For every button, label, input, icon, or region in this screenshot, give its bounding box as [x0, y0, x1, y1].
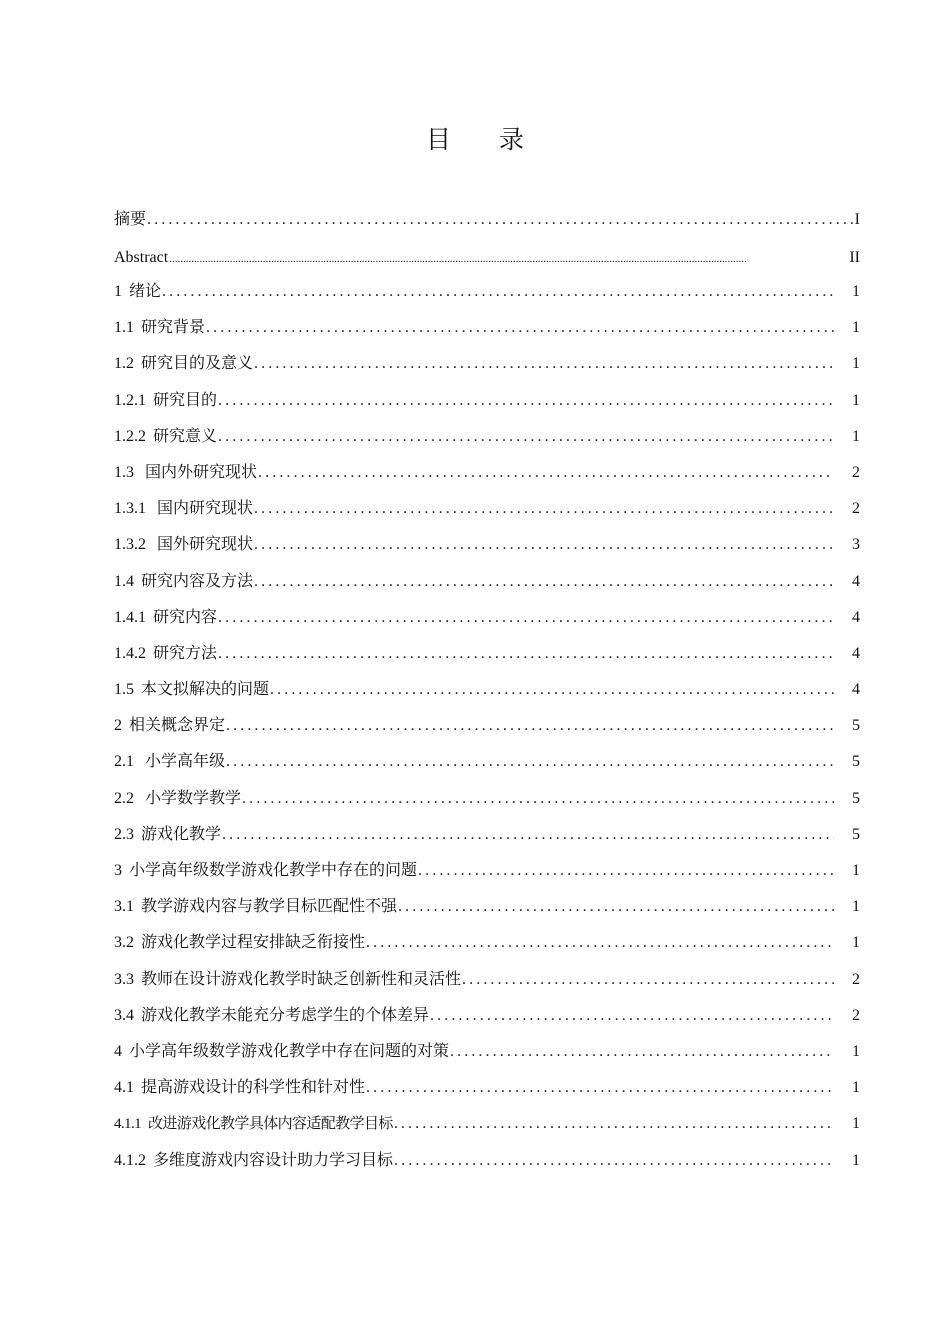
toc-entry-text: 相关概念界定: [129, 717, 226, 735]
toc-entry-number: 1.3.2: [114, 536, 146, 554]
toc-entry[interactable]: [114, 282, 860, 318]
toc-entry[interactable]: [114, 1114, 860, 1150]
toc-page-number: 1: [852, 391, 860, 409]
toc-page-number: 2: [852, 463, 860, 481]
toc-entry-label: [114, 644, 217, 664]
toc-entry-text: 绪论: [129, 283, 162, 300]
toc-entry-text: 提高游戏设计的科学性和针对性: [141, 1079, 366, 1097]
toc-entry-number: 3.4: [114, 1006, 134, 1024]
toc-entry-number: 2.1: [114, 753, 134, 771]
toc-page-number: 1: [852, 1079, 860, 1097]
toc-page-number: I: [854, 211, 860, 228]
toc-entry-number: 1.2: [114, 355, 134, 373]
toc-entry-text: 小学高年级数学游戏化教学中存在的问题: [129, 862, 418, 879]
toc-entry-number: 4.1.1: [114, 1116, 142, 1133]
toc-entry-number: 2.2: [114, 789, 134, 807]
toc-page-number: 1: [852, 934, 860, 952]
toc-entry-text: 研究内容: [153, 608, 218, 626]
toc-dot-leader: [366, 1078, 834, 1098]
toc-entry[interactable]: [114, 572, 860, 608]
toc-dot-leader: [398, 897, 834, 917]
toc-entry-text: 国内研究现状: [153, 500, 254, 518]
toc-entry-label: [114, 499, 253, 519]
toc-page-number: 5: [852, 789, 860, 807]
toc-dot-leader: [394, 1151, 834, 1171]
toc-entry-label: [114, 680, 269, 700]
toc-page-number: 1: [852, 283, 860, 300]
toc-entry-label: [114, 716, 225, 736]
toc-entry-label: [114, 1006, 429, 1026]
toc-entry-text: 游戏化教学: [141, 825, 222, 843]
toc-entry-label: [114, 1078, 365, 1098]
toc-entry-text: 教师在设计游戏化教学时缺乏创新性和灵活性: [141, 970, 462, 988]
toc-page-number: 3: [852, 536, 860, 554]
toc-page-number: 1: [852, 355, 860, 373]
toc-dot-leader: [218, 644, 834, 664]
toc-entry-number: 4.1: [114, 1079, 134, 1097]
toc-entry-label: [114, 861, 417, 881]
toc-entry-label: [114, 248, 168, 268]
toc-dot-leader: [206, 318, 834, 338]
toc-entry[interactable]: [114, 680, 860, 716]
toc-entry[interactable]: [114, 608, 860, 644]
toc-entry[interactable]: [114, 427, 860, 463]
toc-entry-text: 多维度游戏内容设计助力学习目标: [153, 1151, 394, 1169]
toc-entry[interactable]: [114, 1151, 860, 1187]
toc-entry-number: 1.3: [114, 463, 134, 481]
toc-entry-abstract-cn[interactable]: [114, 210, 860, 248]
toc-page-number: 1: [852, 1042, 860, 1060]
toc-entry-label: [114, 608, 217, 628]
toc-entry-number: 1.4.1: [114, 608, 146, 626]
toc-entry-number: 1.3.1: [114, 500, 146, 518]
toc-entry-text: Abstract: [114, 249, 169, 266]
toc-entry-number: 1.2.1: [114, 391, 146, 409]
toc-entry[interactable]: [114, 933, 860, 969]
toc-page-number: II: [849, 249, 860, 266]
toc-dot-leader: [162, 282, 834, 302]
toc-dot-leader: [394, 1114, 834, 1134]
toc-entry-text: 研究目的及意义: [141, 355, 254, 373]
toc-entry[interactable]: [114, 752, 860, 788]
toc-entry-number: 3.1: [114, 898, 134, 916]
toc-entry-label: [114, 1114, 393, 1134]
toc-entry-text: 游戏化教学过程安排缺乏衔接性: [141, 934, 366, 952]
toc-entry-text: 国内外研究现状: [141, 463, 258, 481]
toc-entry-text: 小学高年级: [141, 753, 226, 771]
toc-entry-text: 研究目的: [153, 391, 218, 409]
toc-entry-label: [114, 1042, 449, 1062]
toc-entry-text: 研究方法: [153, 644, 218, 662]
toc-entry-text: 国外研究现状: [153, 536, 254, 554]
toc-page-number: 1: [852, 427, 860, 445]
toc-entry-number: 1.4: [114, 572, 134, 590]
toc-entry-number: 1.1: [114, 319, 134, 337]
toc-page-number: 2: [852, 500, 860, 518]
toc-entry-text: 研究内容及方法: [141, 572, 254, 590]
toc-entry-number: 3: [114, 862, 122, 879]
toc-entry-number: 2.3: [114, 825, 134, 843]
toc-dot-leader: [270, 680, 834, 700]
toc-entry-label: [114, 282, 161, 302]
toc-page-number: 1: [852, 1151, 860, 1169]
toc-page-number: 4: [852, 572, 860, 590]
toc-entry-label: [114, 391, 217, 411]
toc-page-number: 5: [852, 717, 860, 735]
toc-entry-text: 本文拟解决的问题: [141, 681, 270, 699]
toc-dot-leader: [258, 463, 834, 483]
toc-entry[interactable]: [114, 1078, 860, 1114]
toc-entry-text: 教学游戏内容与教学目标匹配性不强: [141, 898, 398, 916]
toc-page-number: 1: [852, 862, 860, 879]
toc-entry-text: 摘要: [114, 211, 147, 228]
toc-page-number: 5: [852, 825, 860, 843]
toc-entry[interactable]: [114, 463, 860, 499]
toc-entry-label: [114, 825, 221, 845]
toc-entry-text: 研究背景: [141, 319, 206, 337]
toc-entry-abstract-en[interactable]: [114, 248, 860, 282]
toc-entry-label: [114, 210, 146, 230]
toc-dot-leader: [226, 752, 834, 772]
toc-dot-leader: [218, 608, 834, 628]
toc-entry-label: [114, 789, 241, 809]
toc-entry-text: 改进游戏化教学具体内容适配教学目标: [148, 1116, 393, 1133]
toc-page-number: 1: [852, 1115, 860, 1133]
toc-entry-label: [114, 572, 253, 592]
toc-dot-leader: [242, 789, 834, 809]
toc-page-number: 5: [852, 753, 860, 771]
toc-entry-number: 2: [114, 717, 122, 735]
toc-dot-leader: [254, 499, 834, 519]
toc-entry-label: [114, 752, 225, 772]
toc-entry-label: [114, 897, 397, 917]
toc-dot-leader: [254, 535, 834, 555]
toc-dot-leader: [418, 861, 834, 881]
toc-entry-text: 小学高年级数学游戏化教学中存在问题的对策: [129, 1042, 450, 1060]
toc-entry[interactable]: [114, 535, 860, 571]
toc-entry-label: [114, 933, 365, 953]
toc-entry-label: [114, 318, 205, 338]
toc-entry-label: [114, 354, 253, 374]
toc-page-number: 2: [852, 1006, 860, 1024]
toc-dot-leader: [169, 249, 847, 269]
toc-entry[interactable]: [114, 1042, 860, 1078]
toc-title: 目 录: [426, 125, 544, 154]
toc-entry-number: 1.5: [114, 681, 134, 699]
toc-dot-leader: [254, 572, 834, 592]
toc-page-number: 1: [852, 319, 860, 337]
toc-page-number: 4: [852, 644, 860, 662]
toc-entry-label: [114, 1151, 393, 1171]
toc-entry-number: 1: [114, 283, 122, 300]
toc-page-number: 2: [852, 970, 860, 988]
toc-page-number: 4: [852, 681, 860, 699]
toc-entry[interactable]: [114, 897, 860, 933]
toc-entry[interactable]: [114, 970, 860, 1006]
toc-entry[interactable]: [114, 789, 860, 825]
toc-dot-leader: [254, 354, 834, 374]
toc-entry-text: 研究意义: [153, 427, 218, 445]
toc-entry[interactable]: [114, 391, 860, 427]
toc-entry-number: 1.2.2: [114, 427, 146, 445]
toc-page-number: 4: [852, 608, 860, 626]
toc-entry-label: [114, 970, 461, 990]
toc-entry-number: 4.1.2: [114, 1151, 146, 1169]
toc-dot-leader: [366, 933, 834, 953]
toc-entry-label: [114, 535, 253, 555]
toc-entry[interactable]: [114, 644, 860, 680]
toc-entry[interactable]: [114, 861, 860, 897]
toc-dot-leader: [222, 825, 834, 845]
toc-entry-number: 3.2: [114, 934, 134, 952]
toc-entry[interactable]: [114, 825, 860, 861]
toc-entry-text: 小学数学教学: [141, 789, 242, 807]
toc-entry[interactable]: [114, 354, 860, 390]
toc-entry-number: 4: [114, 1042, 122, 1060]
toc-entry-label: [114, 427, 217, 447]
toc-dot-leader: [218, 391, 834, 411]
toc-entry[interactable]: [114, 1006, 860, 1042]
toc-entry-text: 游戏化教学未能充分考虑学生的个体差异: [141, 1006, 430, 1024]
toc-dot-leader: [462, 970, 834, 990]
toc-dot-leader: [226, 716, 834, 736]
toc-page-number: 1: [852, 898, 860, 916]
toc-dot-leader: [450, 1042, 834, 1062]
toc-dot-leader: [147, 210, 853, 230]
toc-dot-leader: [430, 1006, 834, 1026]
toc-entry[interactable]: [114, 499, 860, 535]
toc-dot-leader: [218, 427, 834, 447]
toc-entry-label: [114, 463, 257, 483]
table-of-contents: [114, 210, 860, 1187]
toc-entry-number: 1.4.2: [114, 644, 146, 662]
toc-entry-number: 3.3: [114, 970, 134, 988]
toc-entry[interactable]: [114, 716, 860, 752]
toc-entry[interactable]: [114, 318, 860, 354]
